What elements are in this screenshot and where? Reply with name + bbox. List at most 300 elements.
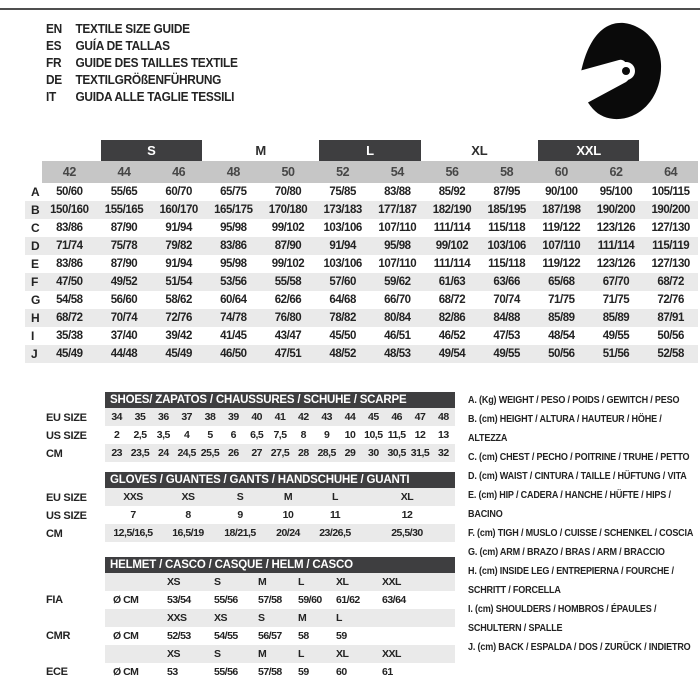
- size-cell: 45/49: [42, 345, 97, 363]
- size-band-xxl: XXL: [538, 140, 639, 161]
- size-cell: 57/60: [315, 273, 370, 291]
- helmet-size-header-cell: S: [258, 612, 265, 624]
- language-row: [46, 20, 238, 37]
- glove-size-cell: 10: [282, 509, 294, 521]
- helmet-size-cell: 57/58: [258, 594, 282, 606]
- size-cell: 65/75: [220, 186, 247, 198]
- band-spacer: [25, 140, 42, 161]
- row-label: A: [31, 185, 40, 199]
- legend-item: A. (Kg) WEIGHT / PESO / POIDS / GEWITCH / PESO: [468, 394, 680, 406]
- size-column-header: 60: [534, 161, 589, 183]
- size-cell: 48/53: [370, 345, 425, 363]
- size-cell: 74/78: [206, 309, 261, 327]
- size-cell: 52/58: [643, 345, 698, 363]
- size-cell: 78/82: [315, 309, 370, 327]
- language-code: EN: [46, 21, 62, 36]
- diameter-unit-label: Ø CM: [113, 666, 139, 678]
- size-cell: 155/165: [97, 201, 152, 219]
- size-cell: 95/98: [370, 237, 425, 255]
- size-cell: 150/160: [42, 201, 97, 219]
- legend-item: F. (cm) TIGH / MUSLO / CUISSE / SCHENKEL / COSCIA: [468, 527, 694, 539]
- shoe-size-cell: 29: [344, 447, 356, 459]
- shoe-size-cell: 36: [157, 411, 169, 423]
- size-cell: 53/56: [206, 273, 261, 291]
- size-column-header: 50: [261, 161, 316, 183]
- shoe-size-cell: 7,5: [273, 429, 287, 441]
- shoe-size-cell: 25,5: [200, 447, 220, 459]
- size-cell: 47/51: [261, 345, 316, 363]
- shoe-size-cell: 3,5: [156, 429, 170, 441]
- gloves-row-labels: [46, 489, 104, 543]
- size-cell: 95/98: [220, 258, 247, 270]
- shoe-size-cell: 47: [414, 411, 426, 423]
- row-label: G: [31, 293, 41, 307]
- shoe-size-cell: 31,5: [410, 447, 430, 459]
- size-cell: 76/80: [261, 309, 316, 327]
- size-cell: 82/86: [425, 309, 480, 327]
- size-cell: 68/72: [42, 309, 97, 327]
- size-cell: 66/70: [384, 294, 411, 306]
- legend-item: H. (cm) INSIDE LEG / ENTREPIERNA / FOURCHE / SCHRITT / FORCELLA: [468, 565, 674, 596]
- section-row: [105, 408, 455, 426]
- glove-size-cell: 18/21,5: [224, 527, 256, 539]
- size-cell: 75/78: [97, 237, 152, 255]
- size-band-xl: XL: [471, 143, 488, 158]
- section-row: [105, 488, 455, 506]
- helmet-size-cell: 52/53: [167, 630, 191, 642]
- size-cell: 190/200: [589, 201, 644, 219]
- shoe-size-cell: 44: [344, 411, 356, 423]
- size-column-header: 48: [206, 161, 261, 183]
- shoe-size-cell: 28: [297, 447, 309, 459]
- size-cell: 111/114: [589, 237, 644, 255]
- size-column-header: 42: [42, 161, 97, 183]
- size-column-header: 64: [643, 161, 698, 183]
- size-cell: 46/52: [438, 330, 466, 342]
- section-row-label: CM: [46, 448, 63, 460]
- size-cell: 99/102: [271, 222, 305, 234]
- size-cell: 105/115: [651, 186, 690, 198]
- size-cell: 111/114: [433, 222, 471, 234]
- size-cell: 37/40: [110, 330, 138, 342]
- shoe-size-cell: 6,5: [250, 429, 264, 441]
- size-column-header: 52: [315, 161, 370, 183]
- language-title: GUIDA ALLE TAGLIE TESSILI: [75, 89, 235, 104]
- size-cell: 177/187: [370, 201, 425, 219]
- helmet-size-header-cell: L: [298, 648, 304, 660]
- language-code: DE: [46, 72, 62, 87]
- size-cell: 70/74: [493, 294, 520, 306]
- shoe-size-cell: 39: [227, 411, 239, 423]
- size-cell: 62/66: [274, 294, 302, 306]
- glove-size-cell: 11: [329, 509, 341, 521]
- shoe-size-cell: 12: [414, 429, 426, 441]
- helmet-standard-spacer: [46, 645, 104, 663]
- helmet-size-cell: 56/57: [258, 630, 282, 642]
- size-cell: 173/183: [315, 201, 370, 219]
- shoe-size-cell: 2: [113, 429, 120, 441]
- size-cell: 87/90: [261, 237, 316, 255]
- size-cell: 43/47: [274, 330, 302, 342]
- shoe-size-cell: 23,5: [130, 447, 150, 459]
- size-cell: 35/38: [56, 330, 83, 342]
- size-cell: 107/110: [378, 258, 417, 270]
- helmet-standard-label: CMR: [46, 630, 71, 642]
- shoe-size-cell: 26: [227, 447, 239, 459]
- glove-size-cell: XXS: [123, 491, 143, 503]
- helmet-size-header-cell: XS: [167, 576, 181, 588]
- size-cell: 72/76: [657, 294, 684, 306]
- size-cell: 50/60: [56, 186, 83, 198]
- size-cell: 65/68: [534, 273, 589, 291]
- size-cell: 115/119: [643, 237, 698, 255]
- glove-size-cell: 25,5/30: [391, 527, 423, 539]
- measurement-legend: [468, 391, 700, 657]
- size-cell: 123/126: [596, 222, 636, 234]
- helmet-standard-label: FIA: [46, 594, 63, 606]
- helmet-size-cell: 60: [336, 666, 347, 678]
- helmet-size-header-cell: S: [214, 576, 221, 588]
- glove-size-cell: 12,5/16,5: [113, 527, 153, 539]
- size-cell: 55/58: [261, 273, 316, 291]
- size-cell: 72/76: [151, 309, 206, 327]
- legend-item: C. (cm) CHEST / PECHO / POITRINE / TRUHE / PETTO: [468, 451, 690, 463]
- helmet-size-header-cell: [380, 609, 455, 627]
- helmet-size-cell: 55/56: [214, 594, 238, 606]
- legend-item: D. (cm) WAIST / CINTURA / TAILLE / HÜFTUNG / VITA: [468, 470, 687, 482]
- helmet-standard-labels: [46, 573, 104, 681]
- size-cell: 48/52: [315, 345, 370, 363]
- size-cell: 49/55: [602, 330, 630, 342]
- size-cell: 95/100: [599, 186, 633, 198]
- helmet-size-header-cell: XL: [336, 648, 349, 660]
- section-row: [105, 426, 455, 444]
- helmet-size-cell: 59: [298, 666, 309, 678]
- size-cell: 107/110: [378, 222, 417, 234]
- helmet-header-spacer: [105, 573, 165, 591]
- size-cell: 87/95: [493, 186, 520, 198]
- helmet-size-cell: 53: [167, 666, 178, 678]
- size-cell: 68/72: [438, 294, 466, 306]
- shoe-size-cell: 32: [437, 447, 449, 459]
- helmet-value-row: [105, 591, 455, 609]
- helmet-size-cell: 58: [298, 630, 309, 642]
- size-cell: 71/74: [42, 237, 97, 255]
- size-cell: 50/56: [534, 345, 589, 363]
- helmet-size-cell: 59: [336, 630, 347, 642]
- helmet-size-cell: 63/64: [382, 594, 406, 606]
- shoe-size-cell: 48: [437, 411, 449, 423]
- size-cell: 123/126: [596, 258, 636, 270]
- shoe-size-cell: 24: [157, 447, 169, 459]
- helmet-size-cell: 53/54: [167, 594, 191, 606]
- shoe-size-cell: 46: [391, 411, 402, 423]
- shoe-size-cell: 30,5: [387, 447, 406, 459]
- top-divider: [0, 8, 700, 10]
- size-cell: 47/50: [42, 273, 97, 291]
- size-cell: 85/92: [438, 186, 466, 198]
- gloves-table: [105, 488, 455, 542]
- helmet-table: [105, 573, 455, 681]
- size-column-header: 62: [589, 161, 644, 183]
- shoes-section: [105, 392, 455, 462]
- helmet-size-cell: 54/55: [214, 630, 238, 642]
- shoe-size-cell: 24,5: [177, 447, 196, 459]
- helmet-size-header-cell: XL: [336, 576, 349, 588]
- size-cell: 64/68: [329, 294, 356, 306]
- size-cell: 103/106: [323, 222, 362, 234]
- size-cell: 58/62: [165, 294, 192, 306]
- helmet-size-header-cell: M: [258, 648, 267, 660]
- size-band-s: S: [101, 140, 202, 161]
- size-cell: 83/86: [206, 237, 261, 255]
- size-cell: 182/190: [425, 201, 480, 219]
- size-cell: 127/130: [651, 222, 690, 234]
- size-cell: 48/54: [548, 330, 575, 342]
- size-cell: 49/52: [97, 273, 152, 291]
- diameter-unit-label: Ø CM: [113, 630, 139, 642]
- size-cell: 47/53: [493, 330, 520, 342]
- shoe-size-cell: 30: [367, 447, 379, 459]
- helmet-value-row: [105, 663, 455, 681]
- size-cell: 71/75: [602, 294, 630, 306]
- language-code: FR: [46, 55, 62, 70]
- size-cell: 45/50: [329, 330, 356, 342]
- shoe-size-cell: 6: [230, 429, 236, 441]
- language-title: TEXTILGRÖßENFÜHRUNG: [75, 72, 222, 87]
- size-band-l: L: [319, 140, 420, 161]
- size-cell: 51/56: [589, 345, 644, 363]
- shoe-size-cell: 41: [274, 411, 286, 423]
- legend-item: I. (cm) SHOULDERS / HOMBROS / ÉPAULES / SCHULTERN / SPALLE: [468, 603, 657, 634]
- size-cell: 85/89: [534, 309, 589, 327]
- shoe-size-cell: 35: [134, 411, 146, 423]
- size-cell: 75/85: [329, 186, 356, 198]
- helmet-standard-spacer: [46, 573, 104, 591]
- shoe-size-cell: 40: [251, 411, 262, 423]
- section-row: [105, 444, 455, 462]
- helmet-size-header-cell: XXL: [382, 648, 401, 660]
- size-cell: 187/198: [534, 201, 589, 219]
- glove-size-cell: M: [283, 491, 293, 503]
- helmet-size-header-cell: M: [298, 612, 307, 624]
- size-cell: 63/66: [479, 273, 534, 291]
- legend-item: G. (cm) ARM / BRAZO / BRAS / ARM / BRACCIO: [468, 546, 665, 558]
- helmet-standard-label: ECE: [46, 666, 68, 678]
- size-cell: 50/56: [657, 330, 684, 342]
- row-label: F: [25, 273, 42, 291]
- band-spacer: [643, 140, 698, 161]
- size-cell: 91/94: [165, 222, 192, 234]
- helmet-section-title: HELMET / CASCO / CASQUE / HELM / CASCO: [105, 557, 455, 573]
- size-cell: 80/84: [370, 309, 425, 327]
- shoe-size-cell: 45: [367, 411, 379, 423]
- glove-size-cell: 12: [401, 509, 413, 521]
- size-band-m: M: [255, 143, 266, 158]
- legend-item: E. (cm) HIP / CADERA / HANCHE / HÜFTE / HIPS / BACINO: [468, 489, 671, 520]
- row-label: H: [25, 309, 42, 327]
- size-cell: 87/91: [643, 309, 698, 327]
- language-title: GUIDE DES TAILLES TEXTILE: [75, 55, 238, 70]
- helmet-size-header-row: [105, 573, 455, 591]
- helmet-size-header-row: [105, 645, 455, 663]
- size-column-header: 44: [97, 161, 152, 183]
- racing-helmet-icon: [574, 21, 662, 121]
- shoe-size-cell: 38: [204, 411, 216, 423]
- shoe-size-cell: 27,5: [270, 447, 290, 459]
- shoe-size-cell: 43: [321, 411, 332, 423]
- size-cell: 83/86: [56, 258, 83, 270]
- size-cell: 190/200: [643, 201, 698, 219]
- size-cell: 87/90: [110, 222, 138, 234]
- shoe-size-cell: 37: [181, 411, 192, 423]
- size-cell: 70/80: [274, 186, 302, 198]
- glove-size-cell: XL: [400, 491, 414, 503]
- size-cell: 91/94: [165, 258, 192, 270]
- glove-size-cell: 20/24: [276, 527, 300, 539]
- size-cell: 70/74: [97, 309, 152, 327]
- legend-item: B. (cm) HEIGHT / ALTURA / HAUTEUR / HÖHE / ALTEZZA: [468, 413, 662, 444]
- size-cell: 111/114: [433, 258, 471, 270]
- section-row-label: CM: [46, 528, 63, 540]
- helmet-size-header-row: [105, 609, 455, 627]
- helmet-size-cell: 55/56: [214, 666, 238, 678]
- shoe-size-cell: 42: [297, 411, 309, 423]
- helmet-size-header-cell: L: [336, 612, 342, 624]
- helmet-size-cell: 59/60: [298, 594, 322, 606]
- band-spacer: [42, 140, 97, 161]
- section-row: [105, 524, 455, 542]
- size-cell: 85/89: [589, 309, 644, 327]
- size-cell: 61/63: [425, 273, 480, 291]
- size-cell: 127/130: [651, 258, 690, 270]
- diameter-unit-label: Ø CM: [113, 594, 139, 606]
- size-cell: 46/50: [206, 345, 261, 363]
- size-header-spacer: [25, 161, 42, 183]
- size-cell: 87/90: [110, 258, 138, 270]
- size-column-header: 56: [425, 161, 480, 183]
- size-cell: 60/70: [165, 186, 192, 198]
- size-column-header: 46: [151, 161, 206, 183]
- helmet-header-spacer: [105, 609, 165, 627]
- shoe-size-cell: 2,5: [133, 429, 147, 441]
- shoes-row-labels: [46, 409, 104, 463]
- size-cell: 55/65: [110, 186, 138, 198]
- language-row: [46, 54, 238, 71]
- size-cell: 99/102: [271, 258, 305, 270]
- size-cell: 103/106: [323, 258, 362, 270]
- helmet-size-header-cell: M: [258, 576, 267, 588]
- shoe-size-cell: 11,5: [387, 429, 406, 441]
- size-cell: 41/45: [220, 330, 247, 342]
- language-code: IT: [46, 89, 56, 104]
- size-cell: 79/82: [151, 237, 206, 255]
- gloves-section: [105, 472, 455, 542]
- section-row-label: US SIZE: [46, 430, 87, 442]
- helmet-value-row: [105, 627, 455, 645]
- row-label: B: [25, 201, 42, 219]
- size-cell: 160/170: [151, 201, 206, 219]
- shoe-size-cell: 27: [251, 447, 262, 459]
- size-cell: 67/70: [589, 273, 644, 291]
- size-cell: 185/195: [479, 201, 534, 219]
- language-row: [46, 71, 238, 88]
- helmet-header-spacer: [105, 645, 165, 663]
- shoe-size-cell: 34: [111, 411, 122, 423]
- shoe-size-cell: 4: [183, 429, 190, 441]
- shoe-size-cell: 9: [323, 429, 330, 441]
- glove-size-cell: 8: [185, 509, 191, 521]
- helmet-size-cell: 61: [382, 666, 393, 678]
- glove-size-cell: XS: [181, 491, 195, 503]
- size-cell: 51/54: [151, 273, 206, 291]
- language-title: TEXTILE SIZE GUIDE: [75, 21, 190, 36]
- size-cell: 115/118: [488, 258, 526, 270]
- row-label: J: [25, 345, 42, 363]
- glove-size-cell: 23/26,5: [319, 527, 351, 539]
- helmet-size-cell: [380, 627, 455, 645]
- helmet-size-header-cell: XS: [167, 648, 181, 660]
- glove-size-cell: 7: [130, 509, 136, 521]
- language-title: GUÍA DE TALLAS: [75, 38, 170, 53]
- row-label: C: [31, 221, 40, 235]
- size-cell: 83/86: [56, 222, 83, 234]
- shoes-section-title: SHOES/ ZAPATOS / CHAUSSURES / SCHUHE / SCARPE: [105, 392, 455, 408]
- size-cell: 170/180: [261, 201, 316, 219]
- helmet-standard-spacer: [46, 609, 104, 627]
- shoe-size-cell: 28,5: [317, 447, 336, 459]
- size-cell: 68/72: [643, 273, 698, 291]
- size-cell: 59/62: [370, 273, 425, 291]
- row-label: D: [25, 237, 42, 255]
- shoe-size-cell: 8: [300, 429, 306, 441]
- language-code: ES: [46, 38, 62, 53]
- size-cell: 103/106: [479, 237, 534, 255]
- size-cell: 91/94: [315, 237, 370, 255]
- helmet-size-header-cell: S: [214, 648, 221, 660]
- shoes-table: [105, 408, 455, 462]
- legend-item: J. (cm) BACK / ESPALDA / DOS / ZURÜCK / INDIETRO: [468, 641, 691, 653]
- helmet-size-header-cell: XXS: [167, 612, 187, 624]
- size-column-header: 58: [479, 161, 534, 183]
- size-column-header: 54: [370, 161, 425, 183]
- section-row: [105, 506, 455, 524]
- size-cell: 71/75: [548, 294, 575, 306]
- helmet-section: [105, 557, 455, 681]
- size-cell: 49/55: [479, 345, 534, 363]
- size-cell: 39/42: [165, 330, 192, 342]
- size-cell: 44/48: [97, 345, 152, 363]
- size-cell: 119/122: [542, 222, 581, 234]
- helmet-size-header-cell: L: [298, 576, 304, 588]
- shoe-size-cell: 23: [111, 447, 122, 459]
- size-cell: 56/60: [110, 294, 138, 306]
- size-cell: 84/88: [479, 309, 534, 327]
- size-cell: 54/58: [56, 294, 83, 306]
- textile-size-table: [25, 140, 698, 363]
- shoe-size-cell: 10: [344, 429, 356, 441]
- glove-size-cell: 9: [237, 509, 243, 521]
- size-cell: 60/64: [220, 294, 247, 306]
- size-cell: 95/98: [220, 222, 247, 234]
- size-cell: 119/122: [542, 258, 581, 270]
- section-row-label: US SIZE: [46, 510, 87, 522]
- size-cell: 90/100: [545, 186, 578, 198]
- helmet-size-cell: 61/62: [336, 594, 360, 606]
- helmet-size-cell: 57/58: [258, 666, 282, 678]
- shoe-size-cell: 13: [437, 429, 449, 441]
- size-cell: 49/54: [425, 345, 480, 363]
